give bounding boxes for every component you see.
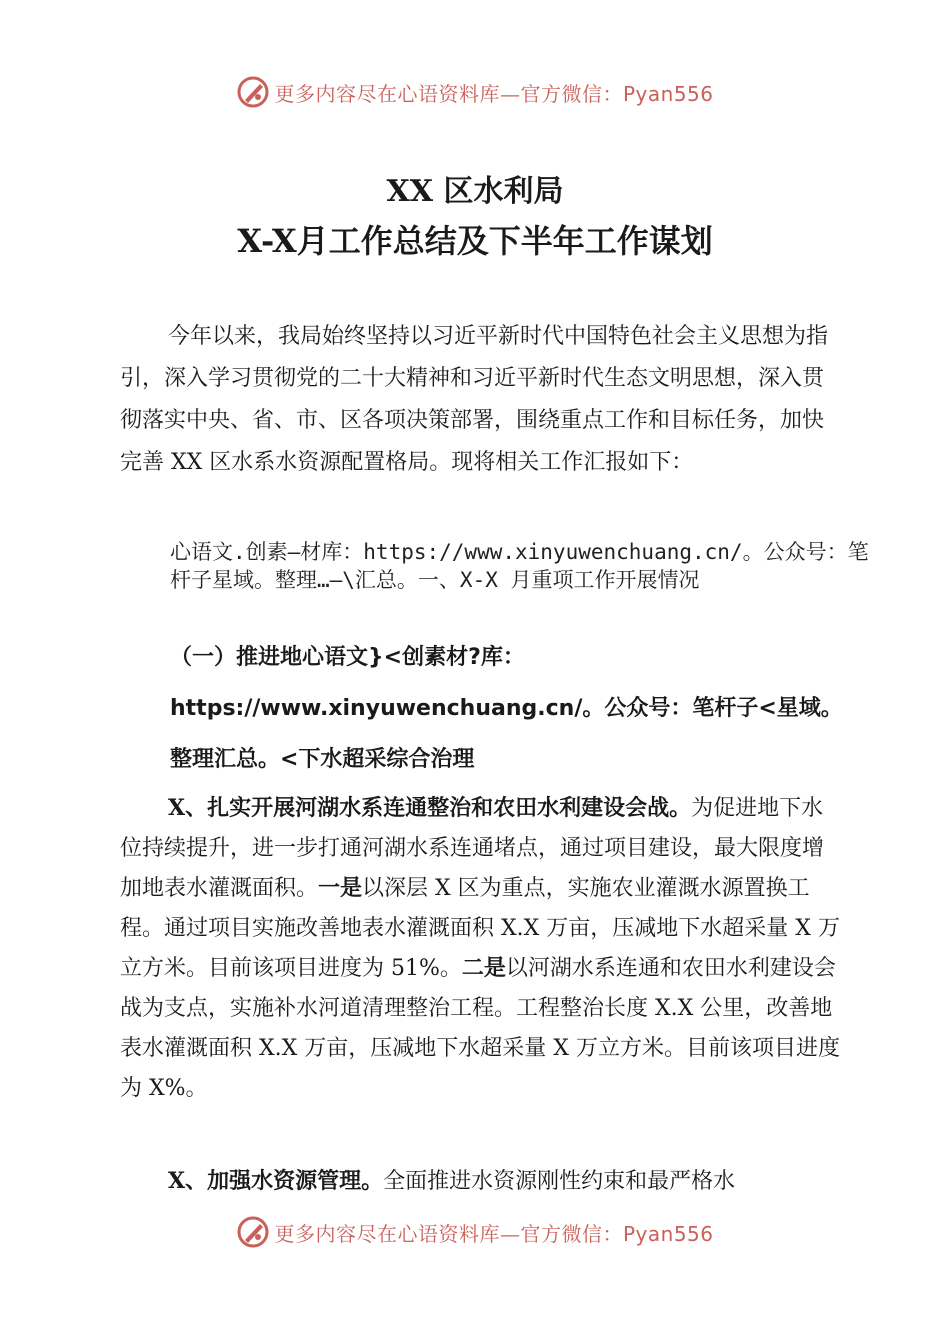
watermark-footer <box>0 1212 950 1252</box>
item1-text-b: 以深层 X 区为重点，实施农业灌溉水源置换工程。通过项目实施改善地表水灌溉面积 X.X 万亩，压减地下水超采量 X 万立方米。目前该项目进度为 51%。 <box>120 876 840 981</box>
source-notice: 心语文.创素—材库：https://www.xinyuwenchuang.cn/。公众号：笔杆子星域。整理…—\汇总。一、X-X 月重项工作开展情况 <box>170 540 869 592</box>
item2-text: 全面推进水资源刚性约束和最严格水 <box>383 1169 736 1194</box>
item1-label-1: 一是 <box>318 876 363 901</box>
item1-heading: X、扎实开展河湖水系连通整治和农田水利建设会战。 <box>168 795 692 821</box>
watermark-text: 更多内容尽在心语资料库—官方微信：Pyan556 <box>274 1221 714 1246</box>
item1-text-c: 以河湖水系连通和农田水利建设会战为支点，实施补水河道清理整治工程。工程整治长度 X.X 公里，改善地表水灌溉面积 X.X 万亩，压减地下水超采量 X 万立方米。目前该项目进度为 X%。 <box>120 956 840 1101</box>
pen-logo-icon <box>236 75 270 109</box>
item1-paragraph <box>120 788 844 1109</box>
item1-text-a: 为促进地下水位持续提升，进一步打通河湖水系连通堵点，通过项目建设，最大限度增加地表水灌溉面积。 <box>120 796 825 901</box>
watermark-header <box>0 72 950 112</box>
watermark-wechat-id: Pyan556 <box>622 1221 714 1246</box>
doc-title-line2: X-X月工作总结及下半年工作谋划 <box>237 222 713 260</box>
item2-paragraph <box>120 1160 844 1203</box>
watermark-wechat-id: Pyan556 <box>622 81 714 106</box>
section-subheading: （一）推进地心语文}<创素材?库：https://www.xinyuwenchuang.cn/。公众号：笔杆子<星域。整理汇总。<下水超采综合治理 <box>170 645 843 772</box>
doc-title-line1: XX 区水利局 <box>386 174 564 209</box>
item1-label-2: 二是 <box>461 956 506 981</box>
item2-heading: X、加强水资源管理。 <box>168 1168 384 1194</box>
pen-logo-icon <box>236 1215 270 1249</box>
intro-paragraph: 今年以来，我局始终坚持以习近平新时代中国特色社会主义思想为指引，深入学习贯彻党的二十大精神和习近平新时代生态文明思想，深入贯彻落实中央、省、市、区各项决策部署，围绕重点工作和目标任务，加快完善 XX 区水系水资源配置格局。现将相关工作汇报如下： <box>120 324 829 475</box>
watermark-text: 更多内容尽在心语资料库—官方微信：Pyan556 <box>274 81 714 106</box>
